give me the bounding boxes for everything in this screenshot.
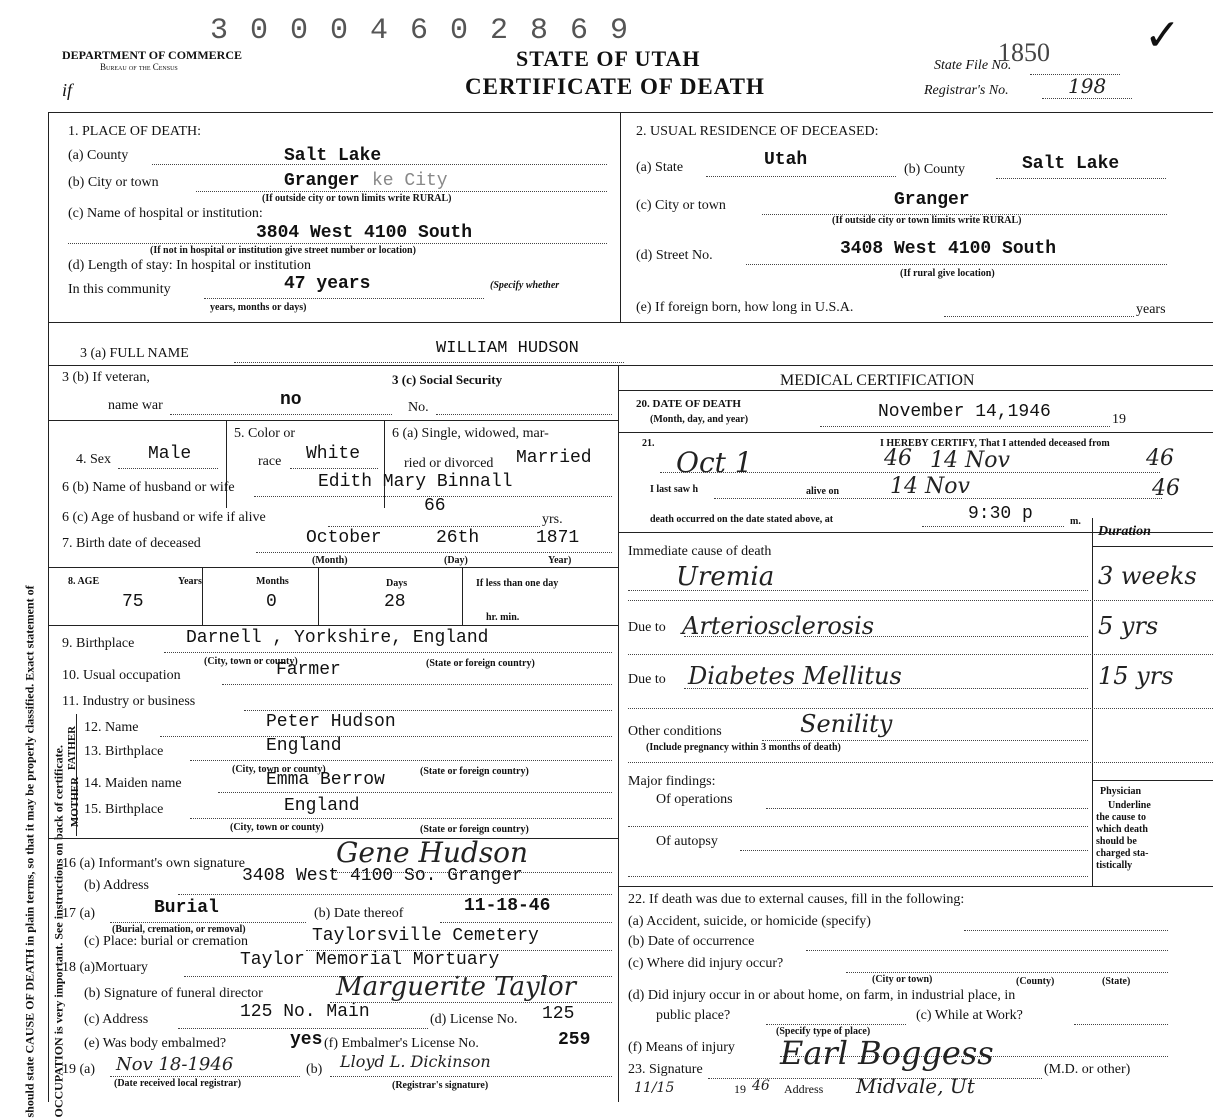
- registrar-no: 198: [1068, 74, 1107, 98]
- phys-note-4: which death: [1096, 824, 1148, 835]
- bureau-label: Bureau of the Census: [100, 62, 178, 72]
- birth-month: October: [306, 528, 382, 548]
- birthplace-value: Darnell , Yorkshire, England: [186, 628, 489, 648]
- hr-min: hr. min.: [486, 612, 520, 623]
- signature-year-prefix: 19: [734, 1082, 746, 1096]
- side-instructions-2: OCCUPATION is very important. See instructions on back of certificate.: [51, 744, 66, 1118]
- received-note: (Date received local registrar): [114, 1078, 242, 1089]
- immediate-cause: Uremia: [676, 562, 775, 592]
- alive-date: 14 Nov: [890, 474, 970, 499]
- city-label: (b) City or town: [68, 175, 159, 190]
- res-street-note: (If rural give location): [900, 268, 995, 279]
- ss-no-label: No.: [408, 400, 429, 415]
- res-street-label: (d) Street No.: [636, 248, 713, 263]
- father-bp-note-state: (State or foreign country): [420, 766, 529, 777]
- phys-note-5: should be: [1096, 836, 1137, 847]
- spouse-age-label: 6 (c) Age of husband or wife if alive: [62, 510, 266, 525]
- phys-note-1: Physician: [1100, 786, 1142, 797]
- sig-address-label: Address: [784, 1082, 824, 1096]
- mortuary-value: Taylor Memorial Mortuary: [240, 950, 500, 970]
- county-label: (a) County: [68, 148, 129, 163]
- serial-number: 3 0 0 0 4 6 0 2 8 6 9: [210, 14, 631, 48]
- where-city-note: (City or town): [872, 974, 933, 985]
- day-note: (Day): [444, 555, 468, 566]
- res-city: Granger: [894, 190, 970, 210]
- phys-note-3: the cause to: [1096, 812, 1146, 823]
- place-city: Granger: [284, 171, 360, 191]
- place-city-extra: ke City: [372, 171, 448, 191]
- birth-label: 7. Birth date of deceased: [62, 536, 201, 551]
- death-occurred-label: death occurred on the date stated above, at: [650, 514, 834, 525]
- days-header: Days: [386, 578, 408, 589]
- due1-duration: 5 yrs: [1098, 612, 1159, 640]
- certificate-title: CERTIFICATE OF DEATH: [465, 74, 765, 99]
- due1-cause: Arteriosclerosis: [682, 612, 875, 640]
- did-injury-label: (d) Did injury occur in or about home, on farm, in industrial place, in: [628, 988, 1016, 1003]
- specify-note-2: years, months or days): [210, 302, 307, 313]
- major-label: Major findings:: [628, 774, 716, 789]
- dod-19: 19: [1112, 412, 1126, 427]
- spec-type-note: (Specify type of place): [776, 1026, 871, 1037]
- mort-address-label: (c) Address: [84, 1012, 149, 1027]
- registrar-signature: Lloyd L. Dickinson: [340, 1052, 491, 1071]
- disposition-label: 17 (a): [62, 906, 96, 921]
- stay-label: (d) Length of stay: In hospital or institution: [68, 258, 312, 273]
- spouse-age: 66: [424, 496, 446, 516]
- md-label: (M.D. or other): [1044, 1062, 1131, 1077]
- physician-signature: Earl Boggess: [780, 1034, 994, 1072]
- father-name-label: 12. Name: [84, 720, 139, 735]
- signature-year: 46: [752, 1078, 770, 1094]
- marital-label-2: ried or divorced: [404, 456, 494, 471]
- age-months: 0: [266, 592, 277, 612]
- signature-label: 23. Signature: [628, 1062, 703, 1077]
- less-header: If less than one day: [476, 578, 559, 589]
- registrar-sig-label: (b): [306, 1062, 323, 1077]
- external-heading: 22. If death was due to external causes, fill in the following:: [628, 892, 965, 907]
- spouse-value: Edith Mary Binnall: [318, 472, 513, 492]
- residence-heading: 2. USUAL RESIDENCE OF DECEASED:: [636, 124, 879, 139]
- signature-date: 11/15: [634, 1080, 675, 1096]
- state-file-no: 1850: [998, 38, 1050, 67]
- embalmed-label: (e) Was body embalmed?: [84, 1036, 227, 1051]
- industry-label: 11. Industry or business: [62, 694, 196, 709]
- race-label: race: [258, 454, 282, 469]
- certify-text: I HEREBY CERTIFY, That I attended deceased from: [880, 438, 1110, 449]
- received-date: Nov 18-1946: [116, 1054, 234, 1075]
- registrar-sig-note: (Registrar's signature): [392, 1080, 489, 1091]
- sig-address: Midvale, Ut: [856, 1074, 975, 1098]
- yrs-label: yrs.: [542, 512, 563, 527]
- res-city-note: (If outside city or town limits write RURAL): [832, 215, 1022, 226]
- bp-state-note: (State or foreign country): [426, 658, 535, 669]
- bp-city-note: (City, town or county): [204, 656, 298, 667]
- death-time: 9:30 p: [968, 504, 1033, 524]
- phys-note-7: tistically: [1096, 860, 1133, 871]
- hospital-label: (c) Name of hospital or institution:: [68, 206, 263, 221]
- license-label: (d) License No.: [430, 1012, 518, 1027]
- foreign-label: (e) If foreign born, how long in U.S.A.: [636, 300, 854, 315]
- informant-label: 16 (a) Informant's own signature: [62, 856, 245, 871]
- emb-license: 259: [558, 1030, 591, 1050]
- year-note: Year): [548, 555, 572, 566]
- corner-mark: if: [62, 80, 73, 100]
- father-bp-label: 13. Birthplace: [84, 744, 164, 759]
- mortuary-label: 18 (a)Mortuary: [62, 960, 148, 975]
- occurrence-label: (b) Date of occurrence: [628, 934, 755, 949]
- res-state-label: (a) State: [636, 160, 684, 175]
- at-work-label: (c) While at Work?: [916, 1008, 1023, 1023]
- mother-side-label: MOTHER: [69, 776, 82, 828]
- attend-to-year: 46: [1146, 446, 1174, 471]
- registrar-label: Registrar's No.: [924, 83, 1009, 98]
- attend-from-year: 46: [884, 446, 912, 471]
- due1-label: Due to: [628, 620, 666, 635]
- race-value: White: [306, 444, 361, 464]
- ss-label: 3 (c) Social Security: [392, 372, 503, 387]
- date-of-death: November 14,1946: [878, 402, 1051, 422]
- due2-label: Due to: [628, 672, 666, 687]
- received-label: 19 (a): [62, 1062, 96, 1077]
- other-label: Other conditions: [628, 724, 722, 739]
- due2-duration: 15 yrs: [1098, 662, 1174, 690]
- place-heading: 1. PLACE OF DEATH:: [68, 124, 202, 139]
- dept-label: DEPARTMENT OF COMMERCE: [62, 48, 243, 62]
- occupation-value: Farmer: [276, 660, 341, 680]
- father-bp: England: [266, 736, 342, 756]
- res-street: 3408 West 4100 South: [840, 239, 1057, 259]
- specify-note: (Specify whether: [490, 280, 560, 291]
- birth-year: 1871: [536, 528, 580, 548]
- sex-value: Male: [148, 444, 192, 464]
- date-thereof-label: (b) Date thereof: [314, 906, 404, 921]
- marital-value: Married: [516, 448, 592, 468]
- res-county-label: (b) County: [904, 162, 966, 177]
- operations-label: Of operations: [656, 792, 733, 807]
- duration-header: Duration: [1098, 524, 1151, 539]
- years-header: Years: [178, 576, 202, 587]
- state-file-label: State File No.: [934, 58, 1012, 73]
- place-burial-label: (c) Place: burial or cremation: [84, 934, 249, 949]
- attend-from: Oct 1: [676, 446, 753, 479]
- side-instructions-1: should state CAUSE OF DEATH in plain terms, so that it may be properly classified. Exact statement of: [22, 585, 37, 1118]
- community-label: In this community: [68, 282, 171, 297]
- place-burial: Taylorsville Cemetery: [312, 926, 539, 946]
- emb-license-label: (f) Embalmer's License No.: [324, 1036, 479, 1051]
- marital-label: 6 (a) Single, widowed, mar-: [392, 426, 549, 441]
- where-label: (c) Where did injury occur?: [628, 956, 784, 971]
- birthplace-label: 9. Birthplace: [62, 636, 135, 651]
- mother-bp-note-state: (State or foreign country): [420, 824, 529, 835]
- age-days: 28: [384, 592, 406, 612]
- mother-bp-note-city: (City, town or county): [230, 822, 324, 833]
- color-label: 5. Color or: [234, 426, 296, 441]
- age-label: 8. AGE: [68, 576, 100, 587]
- mort-address: 125 No. Main: [240, 1002, 370, 1022]
- res-state: Utah: [764, 150, 808, 170]
- war-value: no: [280, 390, 302, 410]
- other-condition: Senility: [800, 710, 893, 738]
- public-place-label: public place?: [656, 1008, 731, 1023]
- where-county-note: (County): [1016, 976, 1055, 987]
- where-state-note: (State): [1102, 976, 1131, 987]
- check-mark-icon: ✓: [1144, 11, 1181, 60]
- attend-to: 14 Nov: [930, 448, 1010, 473]
- veteran-label: 3 (b) If veteran,: [62, 370, 150, 385]
- dod-label: 20. DATE OF DEATH: [636, 398, 741, 410]
- state-title: STATE OF UTAH: [516, 46, 701, 71]
- hospital-note: (If not in hospital or institution give street number or location): [150, 245, 416, 256]
- death-m: m.: [1070, 516, 1081, 527]
- spouse-label: 6 (b) Name of husband or wife: [62, 480, 235, 495]
- place-county: Salt Lake: [284, 146, 382, 166]
- months-header: Months: [256, 576, 289, 587]
- sex-label: 4. Sex: [76, 452, 111, 467]
- city-note: (If outside city or town limits write RURAL): [262, 193, 452, 204]
- alive-on-label: alive on: [806, 486, 840, 497]
- father-side-label: FATHER: [66, 725, 79, 771]
- cert-number: 21.: [642, 438, 655, 449]
- date-thereof: 11-18-46: [464, 896, 551, 916]
- res-county: Salt Lake: [1022, 154, 1120, 174]
- fullname-label: 3 (a) FULL NAME: [80, 346, 189, 361]
- phys-note-6: charged sta-: [1096, 848, 1149, 859]
- father-name: Peter Hudson: [266, 712, 396, 732]
- month-note: (Month): [312, 555, 348, 566]
- disposition-note: (Burial, cremation, or removal): [112, 924, 246, 935]
- means-label: (f) Means of injury: [628, 1040, 735, 1055]
- disposition-value: Burial: [154, 898, 219, 918]
- phys-note-2: Underline: [1108, 800, 1151, 811]
- last-saw-label: I last saw h: [650, 484, 699, 495]
- foreign-years: years: [1136, 302, 1166, 317]
- informant-signature: Gene Hudson: [336, 836, 529, 869]
- alive-year: 46: [1152, 476, 1180, 501]
- immediate-duration: 3 weeks: [1098, 562, 1197, 590]
- medical-heading: MEDICAL CERTIFICATION: [780, 372, 975, 389]
- maiden-label: 14. Maiden name: [84, 776, 182, 791]
- full-name: WILLIAM HUDSON: [436, 339, 579, 358]
- mother-bp: England: [284, 796, 360, 816]
- father-bp-note-city: (City, town or county): [232, 764, 326, 775]
- informant-address: 3408 West 4100 So. Granger: [242, 866, 523, 886]
- immediate-label: Immediate cause of death: [628, 544, 772, 559]
- director-signature: Marguerite Taylor: [336, 972, 577, 1002]
- maiden-value: Emma Berrow: [266, 770, 385, 790]
- birth-day: 26th: [436, 528, 480, 548]
- dod-note: (Month, day, and year): [650, 414, 749, 425]
- occupation-label: 10. Usual occupation: [62, 668, 181, 683]
- mother-bp-label: 15. Birthplace: [84, 802, 164, 817]
- due2-cause: Diabetes Mellitus: [688, 662, 902, 690]
- informant-address-label: (b) Address: [84, 878, 149, 893]
- other-note: (Include pregnancy within 3 months of death): [646, 742, 841, 753]
- place-hospital: 3804 West 4100 South: [256, 223, 473, 243]
- autopsy-label: Of autopsy: [656, 834, 718, 849]
- res-city-label: (c) City or town: [636, 198, 726, 213]
- age-years: 75: [122, 592, 144, 612]
- community-value: 47 years: [284, 274, 371, 294]
- embalmed-value: yes: [290, 1030, 323, 1050]
- accident-label: (a) Accident, suicide, or homicide (specify): [628, 914, 871, 929]
- war-label: name war: [108, 398, 163, 413]
- license-value: 125: [542, 1004, 575, 1024]
- director-label: (b) Signature of funeral director: [84, 986, 263, 1001]
